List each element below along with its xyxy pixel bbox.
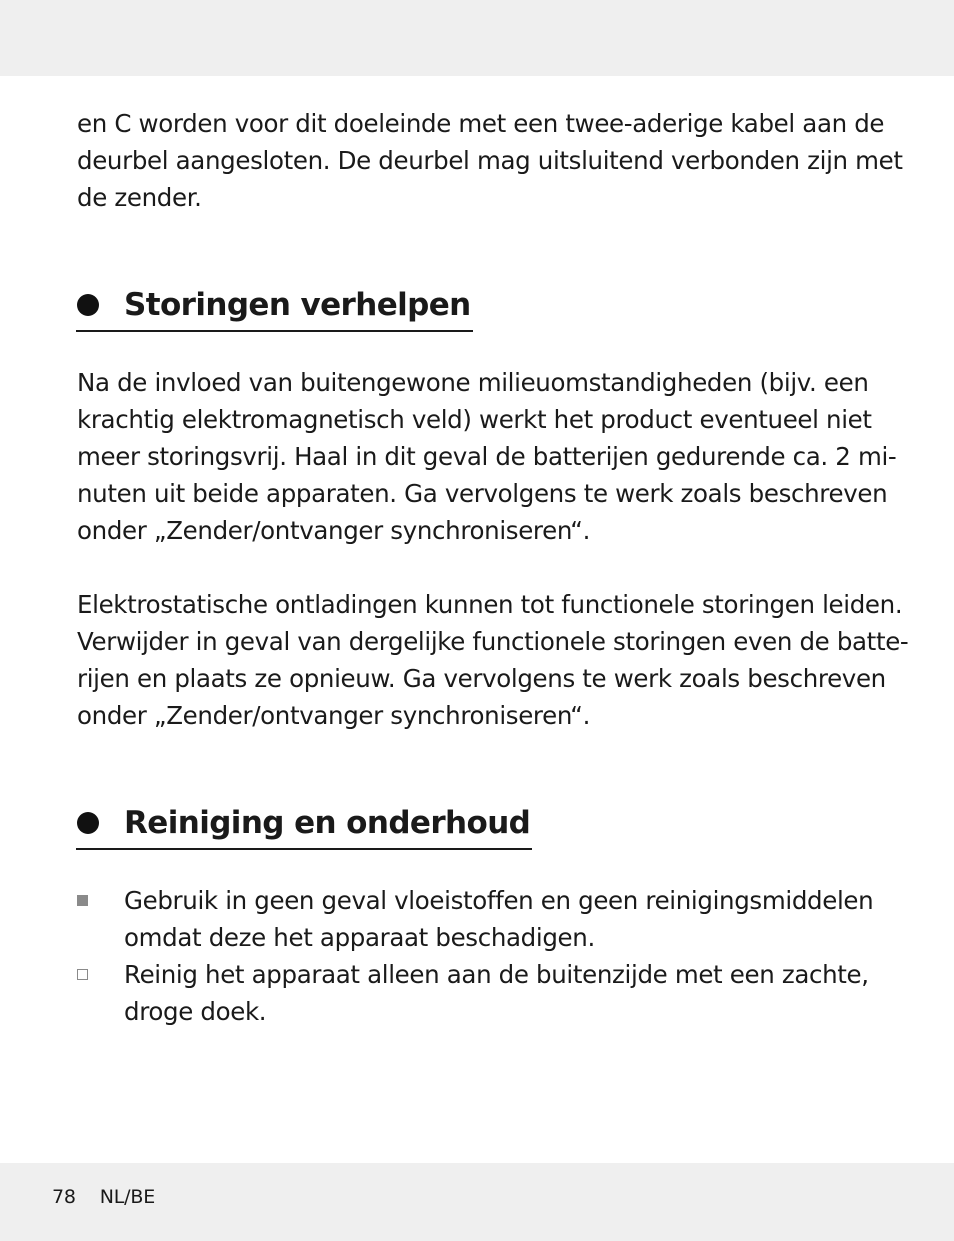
text-line: nuten uit beide apparaten. Ga vervolgens te werk zoals beschreven — [77, 479, 888, 508]
page-footer — [52, 1186, 155, 1208]
outline-square-icon — [77, 969, 88, 980]
page-number: 78 — [52, 1186, 76, 1208]
text-line: Gebruik in geen geval vloeistoffen en geen reinigingsmiddelen — [124, 886, 874, 915]
text-line: Reinig het apparaat alleen aan de buitenzijde met een zachte, — [124, 960, 869, 989]
text-line: meer storingsvrij. Haal in dit geval de batterijen gedurende ca. 2 mi- — [77, 442, 897, 471]
intro-paragraph — [77, 105, 903, 216]
text-line: rijen en plaats ze opnieuw. Ga vervolgens te werk zoals beschreven — [77, 664, 886, 693]
text-line: Verwijder in geval van dergelijke functionele storingen even de batte- — [77, 627, 909, 656]
text-line: en C worden voor dit doeleinde met een twee-aderige kabel aan de — [77, 109, 885, 138]
troubleshooting-paragraph-2 — [77, 586, 909, 734]
language-code: NL/BE — [99, 1186, 156, 1208]
text-line: onder „Zender/ontvanger synchroniseren“. — [77, 516, 591, 545]
bullet-dot-icon — [77, 294, 99, 316]
filled-square-icon — [77, 895, 88, 906]
section-title: Reiniging en onderhoud — [124, 805, 531, 841]
text-line: onder „Zender/ontvanger synchroniseren“. — [77, 701, 591, 730]
text-line: krachtig elektromagnetisch veld) werkt het product eventueel niet — [77, 405, 872, 434]
text-line: deurbel aangesloten. De deurbel mag uitsluitend verbonden zijn met — [77, 146, 903, 175]
section-heading-troubleshooting — [76, 280, 473, 332]
troubleshooting-paragraph-1 — [77, 364, 897, 549]
text-line: droge doek. — [124, 997, 267, 1026]
section-title: Storingen verhelpen — [124, 287, 471, 323]
text-line: omdat deze het apparaat beschadigen. — [124, 923, 595, 952]
section-heading-cleaning — [76, 798, 532, 850]
header-band — [0, 0, 954, 76]
text-line: Elektrostatische ontladingen kunnen tot functionele storingen leiden. — [77, 590, 903, 619]
text-line: Na de invloed van buitengewone milieuomstandigheden (bijv. een — [77, 368, 869, 397]
bullet-dot-icon — [77, 812, 99, 834]
text-line: de zender. — [77, 183, 202, 212]
